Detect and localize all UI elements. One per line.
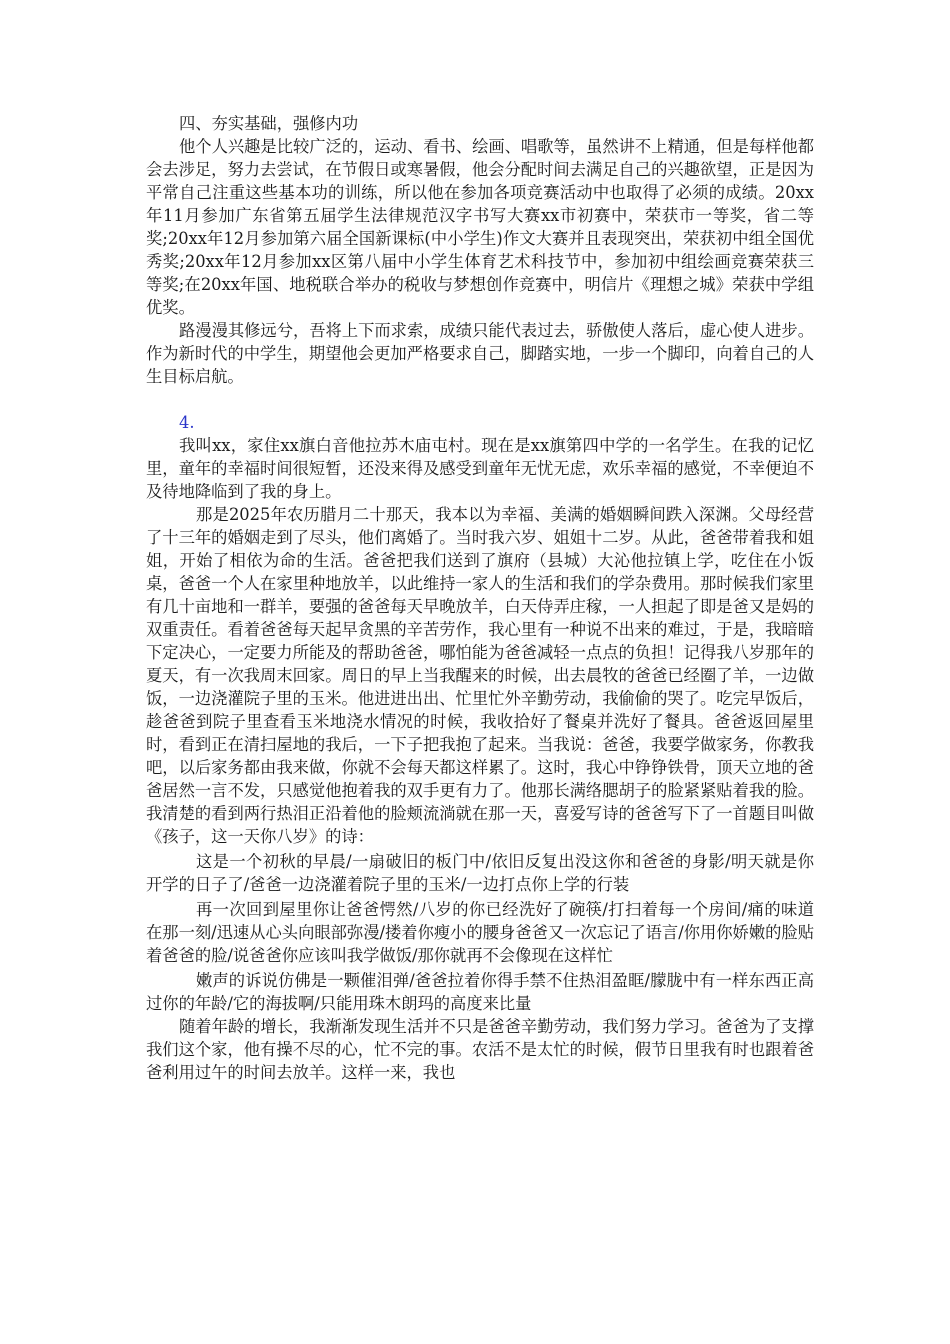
paragraph-interests: 他个人兴趣是比较广泛的，运动、看书、绘画、唱歌等，虽然讲不上精通，但是每样他都会去涉足，努力去尝试，在节假日或寒暑假，他会分配时间去满足自己的兴趣欲望，正是因为平常自己注重这些基本功的训练，所以他在参加各项竞赛活动中也取得了必须的成绩。20xx年11月参加广东省第五届学生法律规范汉字书写大赛xx市初赛中，荣获市一等奖，省二等奖;20xx年12月参加第六届全国新课标(中小学生)作文大赛并且表现突出，荣获初中组全国优秀奖;20xx年12月参加xx区第八届中小学生体育艺术科技节中，参加初中组绘画竞赛荣获三等奖;在20xx年国、地税联合举办的税收与梦想创作竞赛中，明信片《理想之城》荣获中学组优奖。 [146,137,814,317]
poem-stanza-2: 再一次回到屋里你让爸爸愕然/八岁的你已经洗好了碗筷/打扫着每一个房间/痛的味道在那一刻/迅速从心头向眼部弥漫/搂着你瘦小的腰身爸爸又一次忘记了语言/你用你娇嫩的脸贴着爸爸的脸/说爸爸你应该叫我学做饭/那你就再不会像现在这样忙 [146,900,814,965]
section-heading: 四、夯实基础，强修内功 [179,114,359,133]
poem-stanza-3: 嫩声的诉说仿佛是一颗催泪弹/爸爸拉着你得手禁不住热泪盈眶/朦胧中有一样东西正高过你的年龄/它的海拔啊/只能用珠木朗玛的高度来比量 [146,971,814,1013]
document-page [146,112,814,1084]
poem-stanza-1: 这是一个初秋的早晨/一扇破旧的板门中/依旧反复出没这你和爸爸的身影/明天就是你开学的日子了/爸爸一边浇灌着院子里的玉米/一边打点你上学的行装 [146,852,814,894]
paragraph-growing-up: 随着年龄的增长，我渐渐发现生活并不只是爸爸辛勤劳动，我们努力学习。爸爸为了支撑我们这个家，他有操不尽的心，忙不完的事。农活不是太忙的时候，假节日里我有时也跟着爸爸利用过午的时间去放羊。这样一来，我也 [146,1017,814,1082]
paragraph-intro: 我叫xx，家住xx旗白音他拉苏木庙屯村。现在是xx旗第四中学的一名学生。在我的记忆里，童年的幸福时间很短暂，还没来得及感受到童年无忧无虑，欢乐幸福的感觉，不幸便迫不及待地降临到了我的身上。 [146,436,814,501]
paragraph-conclusion: 路漫漫其修远兮，吾将上下而求索，成绩只能代表过去，骄傲使人落后，虚心使人进步。作为新时代的中学生，期望他会更加严格要求自己，脚踏实地，一步一个脚印，向着自己的人生目标启航。 [146,321,814,386]
section-number: 4. [179,413,195,432]
paragraph-story: 那是2025年农历腊月二十那天，我本以为幸福、美满的婚姻瞬间跌入深渊。父母经营了十三年的婚姻走到了尽头，他们离婚了。当时我六岁、姐姐十二岁。从此，爸爸带着我和姐姐，开始了相依为命的生活。爸爸把我们送到了旗府（县城）大沁他拉镇上学，吃住在小饭桌，爸爸一个人在家里种地放羊，以此维持一家人的生活和我们的学杂费用。那时候我们家里有几十亩地和一群羊，要强的爸爸每天早晚放羊，白天侍弄庄稼，一人担起了即是爸又是妈的双重责任。看着爸爸每天起早贪黑的辛苦劳作，我心里有一种说不出来的难过，于是，我暗暗下定决心，一定要力所能及的帮助爸爸，哪怕能为爸爸减轻一点点的负担！记得我八岁那年的夏天，有一次我周末回家。周日的早上当我醒来的时候，出去晨牧的爸爸已经圈了羊，一边做饭，一边浇灌院子里的玉米。他进进出出、忙里忙外辛勤劳动，我偷偷的哭了。吃完早饭后，趁爸爸到院子里查看玉米地浇水情况的时候，我收拾好了餐桌并洗好了餐具。爸爸返回屋里时，看到正在清扫屋地的我后，一下子把我抱了起来。当我说：爸爸，我要学做家务，你教我吧，以后家务都由我来做，你就不会每天都这样累了。这时，我心中铮铮铁骨，顶天立地的爸爸居然一言不发，只感觉他抱着我的双手更有力了。他那长满络腮胡子的脸紧紧贴着我的脸。我清楚的看到两行热泪正沿着他的脸颊流淌就在那一天，喜爱写诗的爸爸写下了一首题目叫做《孩子，这一天你八岁》的诗： [146,505,814,846]
